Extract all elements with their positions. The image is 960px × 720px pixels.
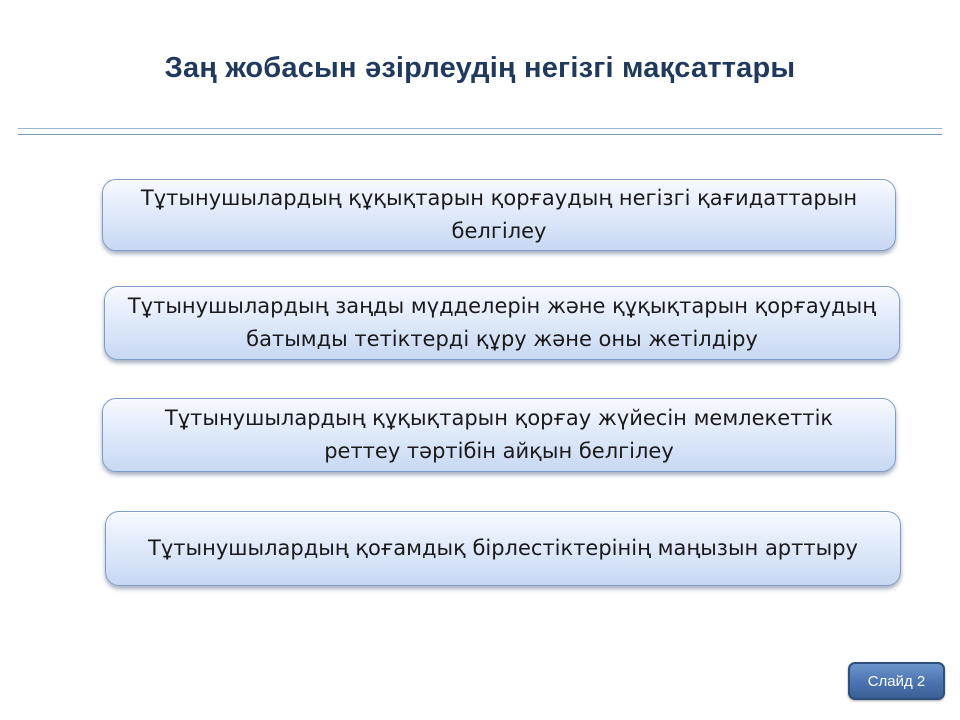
goal-text-4: Тұтынушылардың қоғамдық бірлестіктерінің маңызын арттыру [148, 536, 858, 560]
goal-box-1 [102, 179, 896, 251]
goal-text-3: Тұтынушылардың құқықтарын қорғау жүйесін мемлекеттік реттеу тәртібін айқын белгілеу [164, 406, 834, 463]
goal-box-3 [102, 398, 896, 472]
title-divider-bottom [18, 134, 942, 135]
goal-box-4 [105, 511, 901, 586]
goal-text-2: Тұтынушылардың заңды мүдделерін және құқықтарын қорғаудың батымды тетіктерді құру және оны жетілдіру [127, 294, 877, 351]
title-divider-top [18, 128, 942, 129]
slide-number-badge[interactable]: Слайд 2 [848, 662, 945, 700]
goal-box-2 [104, 286, 900, 360]
slide-title: Заң жобасын әзірлеудің негізгі мақсаттары [164, 52, 796, 84]
goal-text-1: Тұтынушылардың құқықтарын қорғаудың негізгі қағидаттарын белгілеу [140, 186, 858, 243]
